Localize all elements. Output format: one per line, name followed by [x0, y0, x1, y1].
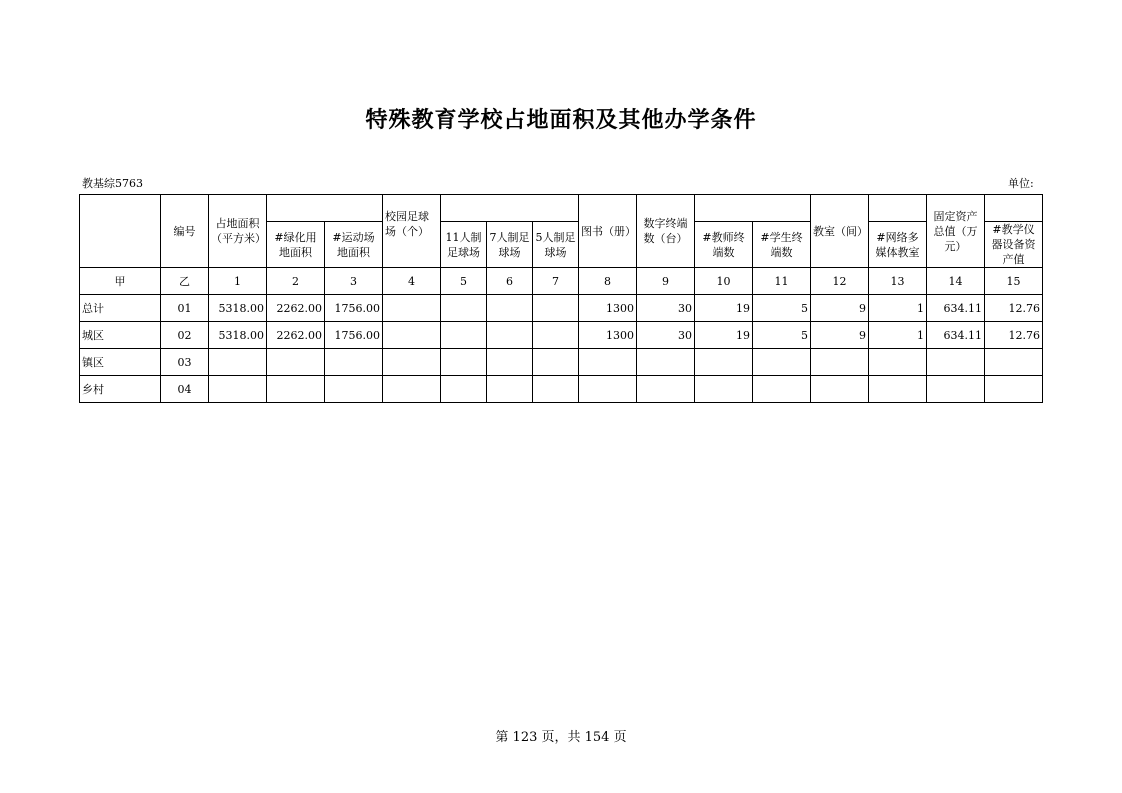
cell-wangluo [869, 376, 927, 403]
header-bianhao: 编号 [161, 195, 209, 268]
cell-zhandi: 5318.00 [209, 322, 267, 349]
cell-jiaoshi-zd: 19 [695, 322, 753, 349]
header-jiaoshi-zd: #教师终端数 [695, 222, 753, 268]
index-cell: 13 [869, 268, 927, 295]
index-cell: 5 [441, 268, 487, 295]
header-s5: 5人制足球场 [533, 222, 579, 268]
school-conditions-table [79, 194, 1043, 403]
index-cell: 乙 [161, 268, 209, 295]
header-blank [80, 195, 161, 268]
cell-s7 [487, 295, 533, 322]
cell-jiaoshi [811, 376, 869, 403]
cell-lvhua: 2262.00 [267, 322, 325, 349]
header-jiaoshi: 教室（间） [811, 195, 869, 268]
cell-xiaoyuan [383, 376, 441, 403]
index-cell: 1 [209, 268, 267, 295]
cell-tushu [579, 349, 637, 376]
cell-guding: 634.11 [927, 295, 985, 322]
cell-xiaoyuan [383, 322, 441, 349]
cell-xuesheng-zd: 5 [753, 322, 811, 349]
table-row [80, 376, 1043, 403]
cell-xuesheng-zd [753, 349, 811, 376]
cell-s11 [441, 376, 487, 403]
page-footer: 第 123 页，共 154 页 [495, 730, 627, 745]
index-cell: 7 [533, 268, 579, 295]
header-guding-sub-blank [985, 195, 1043, 222]
cell-lvhua: 2262.00 [267, 295, 325, 322]
cell-shuzi [637, 349, 695, 376]
cell-s11 [441, 322, 487, 349]
cell-lvhua [267, 349, 325, 376]
header-wangluo: #网络多媒体教室 [869, 222, 927, 268]
cell-guding [927, 349, 985, 376]
cell-zhandi [209, 376, 267, 403]
header-jiaoshi-sub-blank [869, 195, 927, 222]
index-cell: 10 [695, 268, 753, 295]
index-cell: 2 [267, 268, 325, 295]
row-code: 01 [161, 295, 209, 322]
cell-tushu [579, 376, 637, 403]
row-label: 乡村 [80, 376, 161, 403]
row-code: 03 [161, 349, 209, 376]
cell-s5 [533, 322, 579, 349]
header-tushu: 图书（册） [579, 195, 637, 268]
row-label: 城区 [80, 322, 161, 349]
table-row [80, 349, 1043, 376]
cell-guding [927, 376, 985, 403]
cell-shuzi: 30 [637, 295, 695, 322]
unit-label: 单位: [1008, 177, 1034, 190]
cell-jiaoshi-zd: 19 [695, 295, 753, 322]
index-cell: 11 [753, 268, 811, 295]
header-zhandi: 占地面积（平方米） [209, 195, 267, 268]
cell-s11 [441, 295, 487, 322]
index-cell: 14 [927, 268, 985, 295]
row-label: 镇区 [80, 349, 161, 376]
index-cell: 12 [811, 268, 869, 295]
header-jiaoxue: #教学仪器设备资产值 [985, 222, 1043, 268]
cell-jiaoxue [985, 349, 1043, 376]
cell-yundong: 1756.00 [325, 295, 383, 322]
cell-jiaoshi-zd [695, 376, 753, 403]
header-xiaoyuan-sub-blank [441, 195, 579, 222]
index-row [80, 268, 1043, 295]
cell-jiaoshi: 9 [811, 322, 869, 349]
cell-lvhua [267, 376, 325, 403]
table-row [80, 295, 1043, 322]
header-s11: 11人制足球场 [441, 222, 487, 268]
cell-s5 [533, 295, 579, 322]
index-cell: 甲 [80, 268, 161, 295]
header-guding: 固定资产总值（万元） [927, 195, 985, 268]
table-row [80, 322, 1043, 349]
cell-xiaoyuan [383, 349, 441, 376]
cell-tushu: 1300 [579, 295, 637, 322]
cell-xiaoyuan [383, 295, 441, 322]
cell-xuesheng-zd: 5 [753, 295, 811, 322]
cell-jiaoxue [985, 376, 1043, 403]
cell-s11 [441, 349, 487, 376]
cell-wangluo: 1 [869, 322, 927, 349]
index-cell: 9 [637, 268, 695, 295]
index-cell: 3 [325, 268, 383, 295]
cell-jiaoshi: 9 [811, 295, 869, 322]
cell-wangluo [869, 349, 927, 376]
cell-yundong [325, 376, 383, 403]
row-code: 02 [161, 322, 209, 349]
header-zhandi-sub-blank [267, 195, 383, 222]
index-cell: 15 [985, 268, 1043, 295]
cell-s7 [487, 322, 533, 349]
cell-shuzi: 30 [637, 322, 695, 349]
cell-zhandi: 5318.00 [209, 295, 267, 322]
index-cell: 4 [383, 268, 441, 295]
cell-guding: 634.11 [927, 322, 985, 349]
form-code: 教基综5763 [82, 177, 143, 190]
cell-jiaoxue: 12.76 [985, 295, 1043, 322]
cell-yundong: 1756.00 [325, 322, 383, 349]
cell-s5 [533, 349, 579, 376]
cell-wangluo: 1 [869, 295, 927, 322]
cell-tushu: 1300 [579, 322, 637, 349]
cell-yundong [325, 349, 383, 376]
header-shuzi-sub-blank [695, 195, 811, 222]
header-yundong: #运动场地面积 [325, 222, 383, 268]
header-lvhua: #绿化用地面积 [267, 222, 325, 268]
index-cell: 8 [579, 268, 637, 295]
page-title: 特殊教育学校占地面积及其他办学条件 [365, 107, 757, 133]
cell-jiaoxue: 12.76 [985, 322, 1043, 349]
index-cell: 6 [487, 268, 533, 295]
cell-xuesheng-zd [753, 376, 811, 403]
header-shuzi: 数字终端数（台） [637, 195, 695, 268]
cell-s7 [487, 349, 533, 376]
cell-shuzi [637, 376, 695, 403]
cell-s7 [487, 376, 533, 403]
cell-zhandi [209, 349, 267, 376]
row-code: 04 [161, 376, 209, 403]
header-xuesheng-zd: #学生终端数 [753, 222, 811, 268]
header-row-1 [80, 195, 1043, 222]
cell-jiaoshi [811, 349, 869, 376]
row-label: 总计 [80, 295, 161, 322]
cell-s5 [533, 376, 579, 403]
header-xiaoyuan: 校园足球场（个） [383, 195, 441, 268]
cell-jiaoshi-zd [695, 349, 753, 376]
header-s7: 7人制足球场 [487, 222, 533, 268]
